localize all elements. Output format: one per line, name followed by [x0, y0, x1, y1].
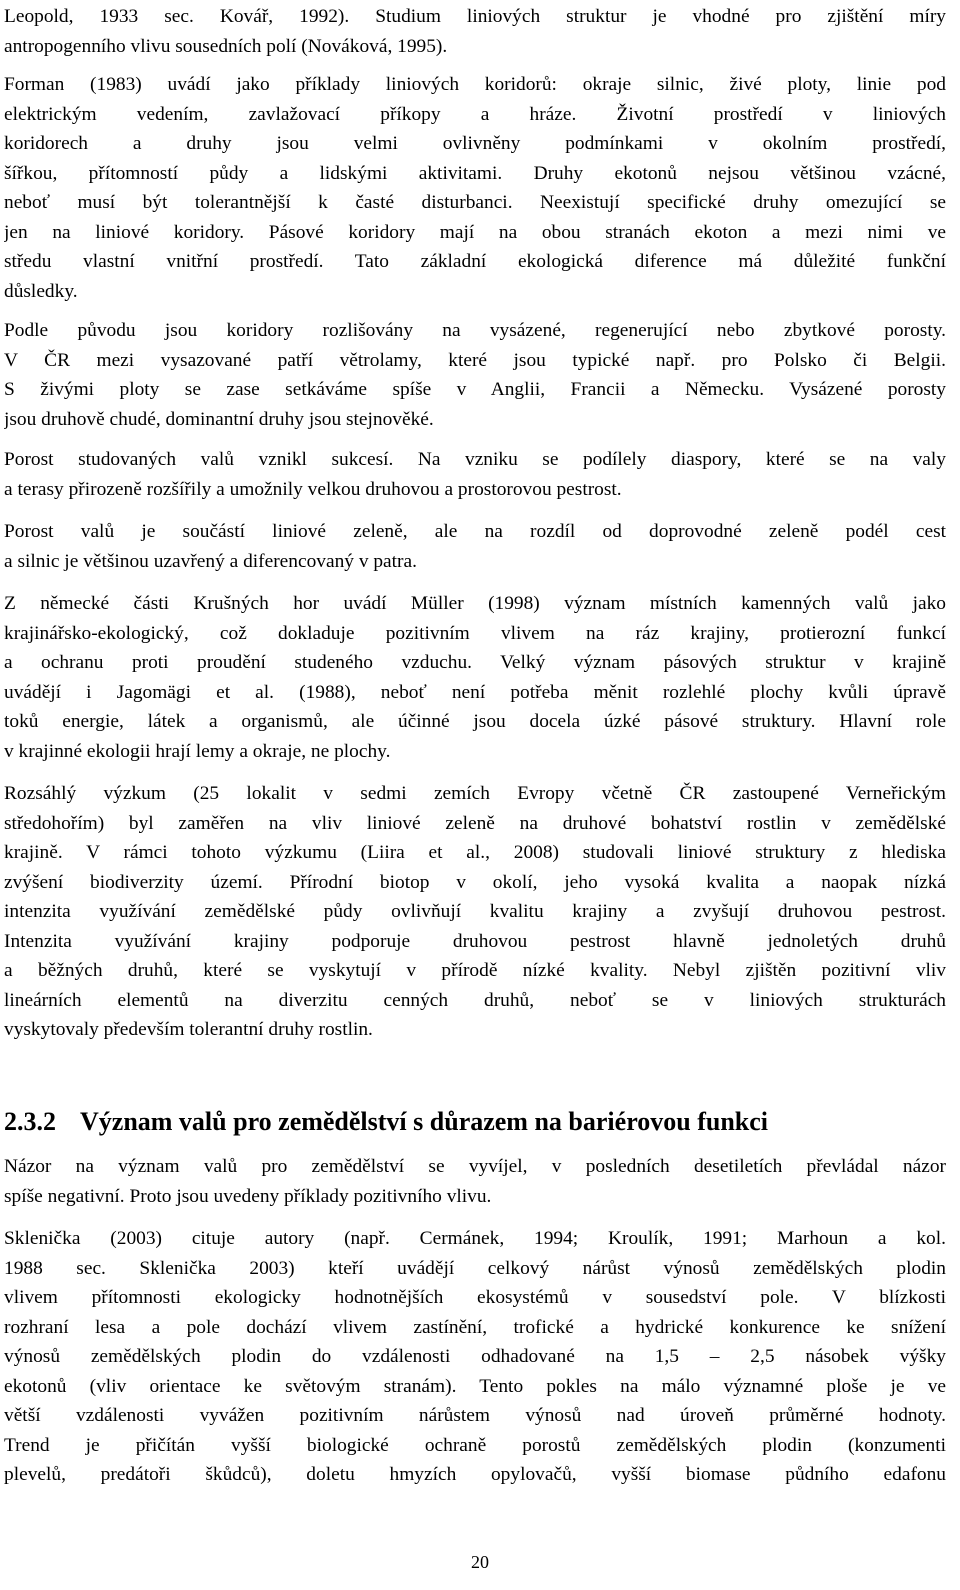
- text-line: výnosů zemědělských plodin do vzdálenosti odhadované na 1,5 – 2,5 násobek výšky: [4, 1346, 946, 1367]
- paragraph-3: [4, 316, 946, 434]
- text-line: toků energie, látek a organismů, ale účinné jsou docela úzké pásové struktury. Hlavní role: [4, 711, 946, 732]
- text-line: Forman (1983) uvádí jako příklady liniových koridorů: okraje silnic, živé ploty, linie pod: [4, 74, 946, 95]
- text-line: Porost valů je součástí liniové zeleně, ale na rozdíl od doprovodné zeleně podél cest: [4, 521, 946, 542]
- section-title: Význam valů pro zemědělství s důrazem na bariérovou funkci: [80, 1107, 769, 1136]
- paragraph-1: [4, 2, 946, 61]
- paragraph-8: [4, 1152, 946, 1211]
- text-line: středohořím) byl zaměřen na vliv liniové zeleně na druhové bohatství rostlin v zemědělské: [4, 812, 946, 834]
- text-line: Rozsáhlý výzkum (25 lokalit v sedmi zemích Evropy včetně ČR zastoupené Verneřickým: [4, 783, 946, 804]
- text-line: Podle původu jsou koridory rozlišovány na vysázené, regenerující nebo zbytkové porosty.: [4, 320, 946, 341]
- text-line: Intenzita využívání krajiny podporuje druhovou pestrost hlavně jednoletých druhů: [4, 930, 946, 952]
- paragraph-9: [4, 1224, 946, 1490]
- text-line: středu vlastní vnitřní prostředí. Tato základní ekologická diference má důležité funkční: [4, 251, 946, 272]
- text-line: větší vzdálenosti vyvážen pozitivním nárůstem výnosů nad úroveň průměrné hodnoty.: [4, 1405, 946, 1426]
- text-line: lineárních elementů na diverzitu cenných druhů, neboť se v liniových strukturách: [4, 989, 946, 1011]
- text-line: intenzita využívání zemědělské půdy ovlivňují kvalitu krajiny a zvyšují druhovou pestrost.: [4, 901, 946, 922]
- text-line: spíše negativní. Proto jsou uvedeny příklady pozitivního vlivu.: [4, 1185, 492, 1207]
- text-line: rozhraní lesa a pole dochází vlivem zastínění, trofické a hydrické konkurence ke snížení: [4, 1316, 946, 1338]
- text-line: a běžných druhů, které se vyskytují v přírodě nízké kvality. Nebyl zjištěn pozitivní vliv: [4, 960, 946, 981]
- text-line: v krajinné ekologii hrají lemy a okraje, ne plochy.: [4, 740, 391, 762]
- text-line: jen na liniové koridory. Pásové koridory mají na obou stranách ekoton a mezi nimi ve: [4, 221, 946, 243]
- text-line: V ČR mezi vysazované patří větrolamy, které jsou typické např. pro Polsko či Belgii.: [4, 349, 946, 371]
- paragraph-6: [4, 589, 946, 766]
- text-line: a terasy přirozeně rozšířily a umožnily velkou druhovou a prostorovou pestrost.: [4, 478, 622, 500]
- page-number: 20: [471, 1552, 489, 1572]
- text-line: Z německé části Krušných hor uvádí Müller (1998) význam místních kamenných valů jako: [4, 593, 946, 614]
- text-line: 1988 sec. Sklenička 2003) kteří uvádějí celkový nárůst výnosů zemědělských plodin: [4, 1257, 946, 1279]
- paragraph-4: [4, 445, 946, 504]
- text-line: S živými ploty se zase setkáváme spíše v Anglii, Francii a Německu. Vysázené porosty: [4, 379, 946, 400]
- paragraph-7: [4, 779, 946, 1045]
- text-line: neboť musí být tolerantnější k časté disturbanci. Neexistují specifické druhy omezující se: [4, 192, 946, 213]
- text-line: antropogenního vlivu sousedních polí (Nováková, 1995).: [4, 35, 448, 57]
- text-line: koridorech a druhy jsou velmi ovlivněny podmínkami v okolním prostředí,: [4, 133, 946, 154]
- text-line: šířkou, přítomností půdy a lidskými aktivitami. Druhy ekotonů nejsou většinou vzácné,: [4, 162, 946, 184]
- text-line: plevelů, predátoři škůdců), doletu hmyzích opylovačů, vyšší biomase půdního edafonu: [4, 1464, 946, 1485]
- text-line: Názor na význam valů pro zemědělství se vyvíjel, v posledních desetiletích převládal názor: [4, 1156, 946, 1177]
- text-line: Leopold, 1933 sec. Kovář, 1992). Studium liniových struktur je vhodné pro zjištění míry: [4, 6, 946, 27]
- text-line: Sklenička (2003) cituje autory (např. Cermánek, 1994; Kroulík, 1991; Marhoun a kol.: [4, 1228, 946, 1249]
- text-line: a ochranu proti proudění studeného vzduchu. Velký význam pásových struktur v krajině: [4, 652, 946, 673]
- text-line: krajinářsko-ekologický, což dokladuje pozitivním vlivem na ráz krajiny, protierozní funkcí: [4, 622, 946, 644]
- text-line: zvýšení biodiverzity území. Přírodní biotop v okolí, jeho vysoká kvalita a naopak nízká: [4, 871, 946, 893]
- text-line: jsou druhově chudé, dominantní druhy jsou stejnověké.: [4, 408, 434, 430]
- text-line: vyskytovaly především tolerantní druhy rostlin.: [4, 1019, 373, 1040]
- paragraph-2: [4, 70, 946, 306]
- text-line: Porost studovaných valů vznikl sukcesí. Na vzniku se podílely diaspory, které se na valy: [4, 449, 946, 470]
- text-line: důsledky.: [4, 280, 78, 302]
- section-number: 2.3.2: [4, 1107, 56, 1136]
- text-line: krajině. V rámci tohoto výzkumu (Liira et al., 2008) studovali liniové struktury z hlediska: [4, 842, 946, 863]
- text-line: a silnic je většinou uzavřený a diferencovaný v patra.: [4, 550, 417, 572]
- paragraph-5: [4, 517, 946, 576]
- text-line: elektrickým vedením, zavlažovací příkopy a hráze. Životní prostředí v liniových: [4, 103, 946, 125]
- section-heading: [4, 1100, 946, 1144]
- text-line: ekotonů (vliv orientace ke světovým stranám). Tento pokles na málo významné ploše je ve: [4, 1375, 946, 1397]
- text-line: vlivem přítomnosti ekologicky hodnotnějších ekosystémů v sousedství pole. V blízkosti: [4, 1287, 946, 1308]
- text-line: Trend je přičítán vyšší biologické ochraně porostů zemědělských plodin (konzumenti: [4, 1434, 946, 1456]
- text-line: uvádějí i Jagomägi et al. (1988), neboť není potřeba měnit rozlehlé plochy kvůli úpravě: [4, 681, 946, 703]
